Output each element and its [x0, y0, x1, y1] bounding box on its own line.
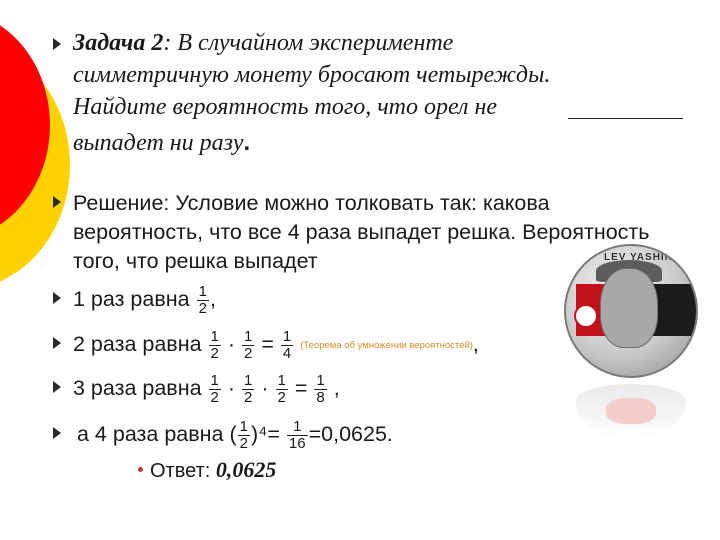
bullet-arrow-icon	[53, 38, 61, 50]
football-icon	[574, 304, 598, 328]
step-1: 1 раз равна $\frac{1}{2}$ ,	[73, 283, 216, 317]
fraction: $\frac{1}{2}$	[210, 328, 219, 362]
fraction: $\frac{1}{8}$	[316, 372, 325, 406]
step-3: 3 раза равна $\frac{1}{2}$ · $\frac{1}{2}$ · $\frac{1}{2}$ = $\frac{1}{8}$ ,	[73, 372, 340, 406]
bullet-arrow-icon	[53, 292, 61, 304]
bullet-arrow-icon	[53, 381, 61, 393]
coin-image	[556, 240, 706, 450]
task-line-2: симметричную монету бросают четырежды.	[73, 62, 551, 88]
coin-inscription: LEV YASHIN	[604, 252, 673, 263]
bullet-arrow-icon	[53, 427, 61, 439]
solution-line-3: того, что решка выпадет	[73, 249, 318, 273]
fraction: $\frac{1}{2}$	[277, 372, 286, 406]
fraction: $\frac{1}{4}$	[282, 328, 292, 362]
fraction: $\frac{1}{16}$	[288, 418, 306, 452]
answer-bullet-icon	[138, 467, 143, 472]
coin-icon	[564, 244, 698, 378]
solution-line-2: вероятность, что все 4 раза выпадет решка. Вероятность	[73, 220, 650, 244]
fraction: $\frac{1}{2}$	[244, 372, 253, 406]
step-4: а 4 раза равна ( $\frac{1}{2}$ )⁴= $\frac{1}{16}$ =0,0625.	[77, 418, 393, 452]
fraction: $\frac{1}{2}$	[239, 418, 248, 452]
task-line-3: Найдите вероятность того, что орел не	[73, 94, 498, 120]
theorem-note: (Теорема об умножении вероятностей)	[300, 340, 473, 351]
task-line-4: выпадет ни разу.	[73, 129, 251, 156]
answer-line: Ответ: 0,0625	[150, 457, 277, 482]
task-label: Задача 2	[73, 30, 164, 56]
bullet-arrow-icon	[53, 337, 61, 349]
fraction: $\frac{1}{2}$	[210, 372, 219, 406]
task-line-1: Задача 2: В случайном эксперименте	[73, 30, 454, 56]
step-2: 2 раза равна $\frac{1}{2}$ · $\frac{1}{2}$ = $\frac{1}{4}$ (Теорема об умножении вероятностей),	[73, 328, 479, 362]
answer-value: 0,0625	[215, 457, 277, 482]
fraction: $\frac{1}{2}$	[244, 328, 253, 362]
fraction: $\frac{1}{2}$	[198, 283, 207, 317]
answer-blank-line	[568, 118, 683, 119]
portrait	[600, 268, 658, 348]
solution-line-1: Решение: Условие можно толковать так: какова	[73, 191, 550, 215]
bullet-arrow-icon	[53, 196, 61, 208]
